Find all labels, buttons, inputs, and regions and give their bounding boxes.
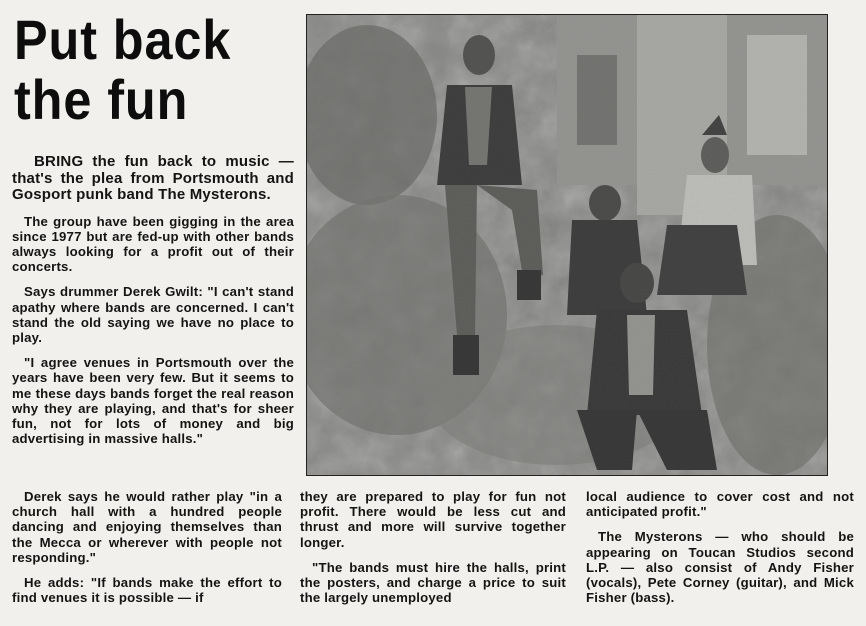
intro-column — [12, 154, 294, 456]
body-paragraph: they are prepared to play for fun not profit. There would be less cut and thrust and more will survive together longer. — [300, 489, 566, 550]
band-photo — [306, 14, 828, 476]
body-paragraph: "I agree venues in Portsmouth over the years have been very few. But it seems to me these days bands forget the real reason why they are playing, and that's for sheer fun, not for lots of money and big advertising in massive halls." — [12, 355, 294, 447]
lead-paragraph: BRING the fun back to music — that's the plea from Portsmouth and Gosport punk band The Mysterons. — [12, 153, 294, 203]
body-paragraph: Says drummer Derek Gwilt: "I can't stand apathy where bands are concerned. I can't stand the old saying we have no place to play. — [12, 284, 294, 345]
headline-line-1: Put back — [14, 8, 232, 71]
right-column — [586, 489, 854, 615]
left-column — [12, 489, 282, 615]
body-paragraph: He adds: "If bands make the effort to find venues it is possible — if — [12, 575, 282, 606]
body-paragraph: The group have been gigging in the area since 1977 but are fed-up with other bands always looking for a profit out of their concerts. — [12, 213, 294, 275]
body-paragraph: The Mysterons — who should be appearing on Toucan Studios second L.P. — also consist of Andy Fisher (vocals), Pete Corney (guitar), and Mick Fisher (bass). — [586, 529, 854, 606]
middle-column — [300, 489, 566, 615]
headline-line-2: the fun — [14, 68, 189, 131]
body-paragraph: "The bands must hire the halls, print the posters, and charge a price to suit the largely unemployed — [300, 559, 566, 606]
body-paragraph: Derek says he would rather play "in a church hall with a hundred people dancing and enjoying themselves than the Mecca or wherever with people not responding." — [12, 489, 282, 565]
body-paragraph: local audience to cover cost and not anticipated profit." — [586, 489, 854, 520]
headline — [14, 10, 275, 130]
